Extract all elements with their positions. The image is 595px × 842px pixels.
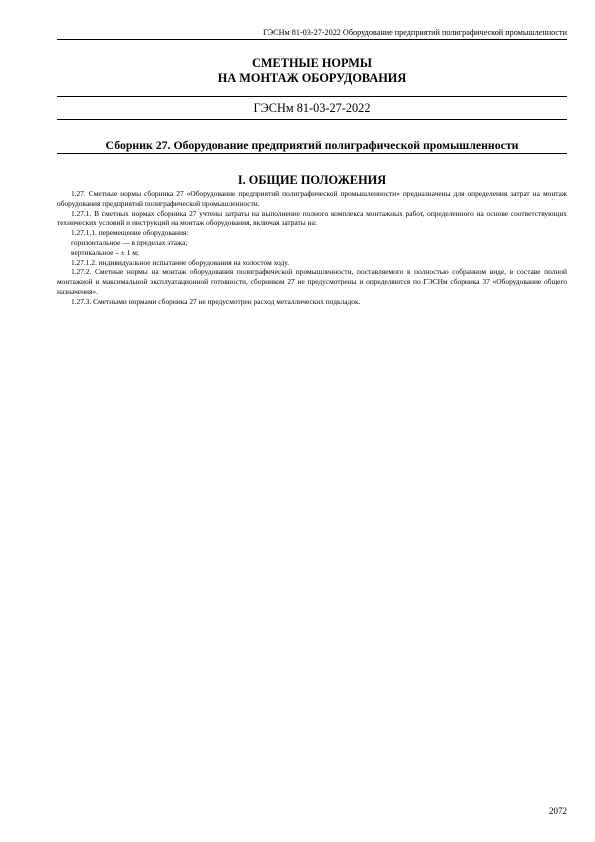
list-item-horizontal: горизонтальное — в пределах этажа;: [71, 237, 188, 247]
document-code: ГЭСНм 81-03-27-2022: [253, 101, 371, 115]
divider-top: [57, 96, 567, 97]
document-title-line-2: НА МОНТАЖ ОБОРУДОВАНИЯ: [217, 71, 407, 85]
running-header: ГЭСНм 81-03-27-2022 Оборудование предприятий полиграфической промышленности: [57, 28, 567, 40]
paragraph-1-27-3: 1.27.3. Сметными нормами сборника 27 не предусмотрен расход металлических подкладок.: [71, 296, 361, 306]
body-text: [57, 189, 567, 307]
collection-title: Сборник 27. Оборудование предприятий полиграфической промышленности: [105, 138, 519, 152]
collection-title-underline: [57, 153, 567, 154]
list-item-vertical: вертикальное – ± 1 м;: [71, 247, 139, 257]
paragraph-1-27-1-2: 1.27.1.2. индивидуальное испытание оборудования на холостом ходу.: [71, 257, 290, 267]
paragraph-1-27-1-1: 1.27.1.1. перемещение оборудования:: [71, 228, 189, 238]
paragraph-1-27: 1.27. Сметные нормы сборника 27 «Оборудование предприятий полиграфической промышленности» предназначены для определения затрат на монтаж оборудования предприятий полиграфической промышленности.: [57, 189, 567, 208]
document-title-line-1: СМЕТНЫЕ НОРМЫ: [252, 56, 372, 70]
paragraph-1-27-1: 1.27.1. В сметных нормах сборника 27 учтены затраты на выполнение полного комплекса монтажных работ, определенного на основе соответствующих технических условий и инструкций на монтаж оборудования, включая затраты на:: [57, 208, 567, 228]
page-number: 2072: [549, 806, 567, 816]
document-title: [57, 56, 567, 86]
section-title: I. ОБЩИЕ ПОЛОЖЕНИЯ: [237, 173, 387, 187]
paragraph-1-27-2: 1.27.2. Сметные нормы на монтаж оборудования полиграфической промышленности, поставляемого в полностью собранном виде, в составе полной монтажной и максимальной эксплуатационной готовности, сборником 27 не предусмотрены и определяются по ГЭСНм сборника 37 «Оборудование общего назначения».: [57, 267, 567, 296]
divider-bottom: [57, 119, 567, 120]
